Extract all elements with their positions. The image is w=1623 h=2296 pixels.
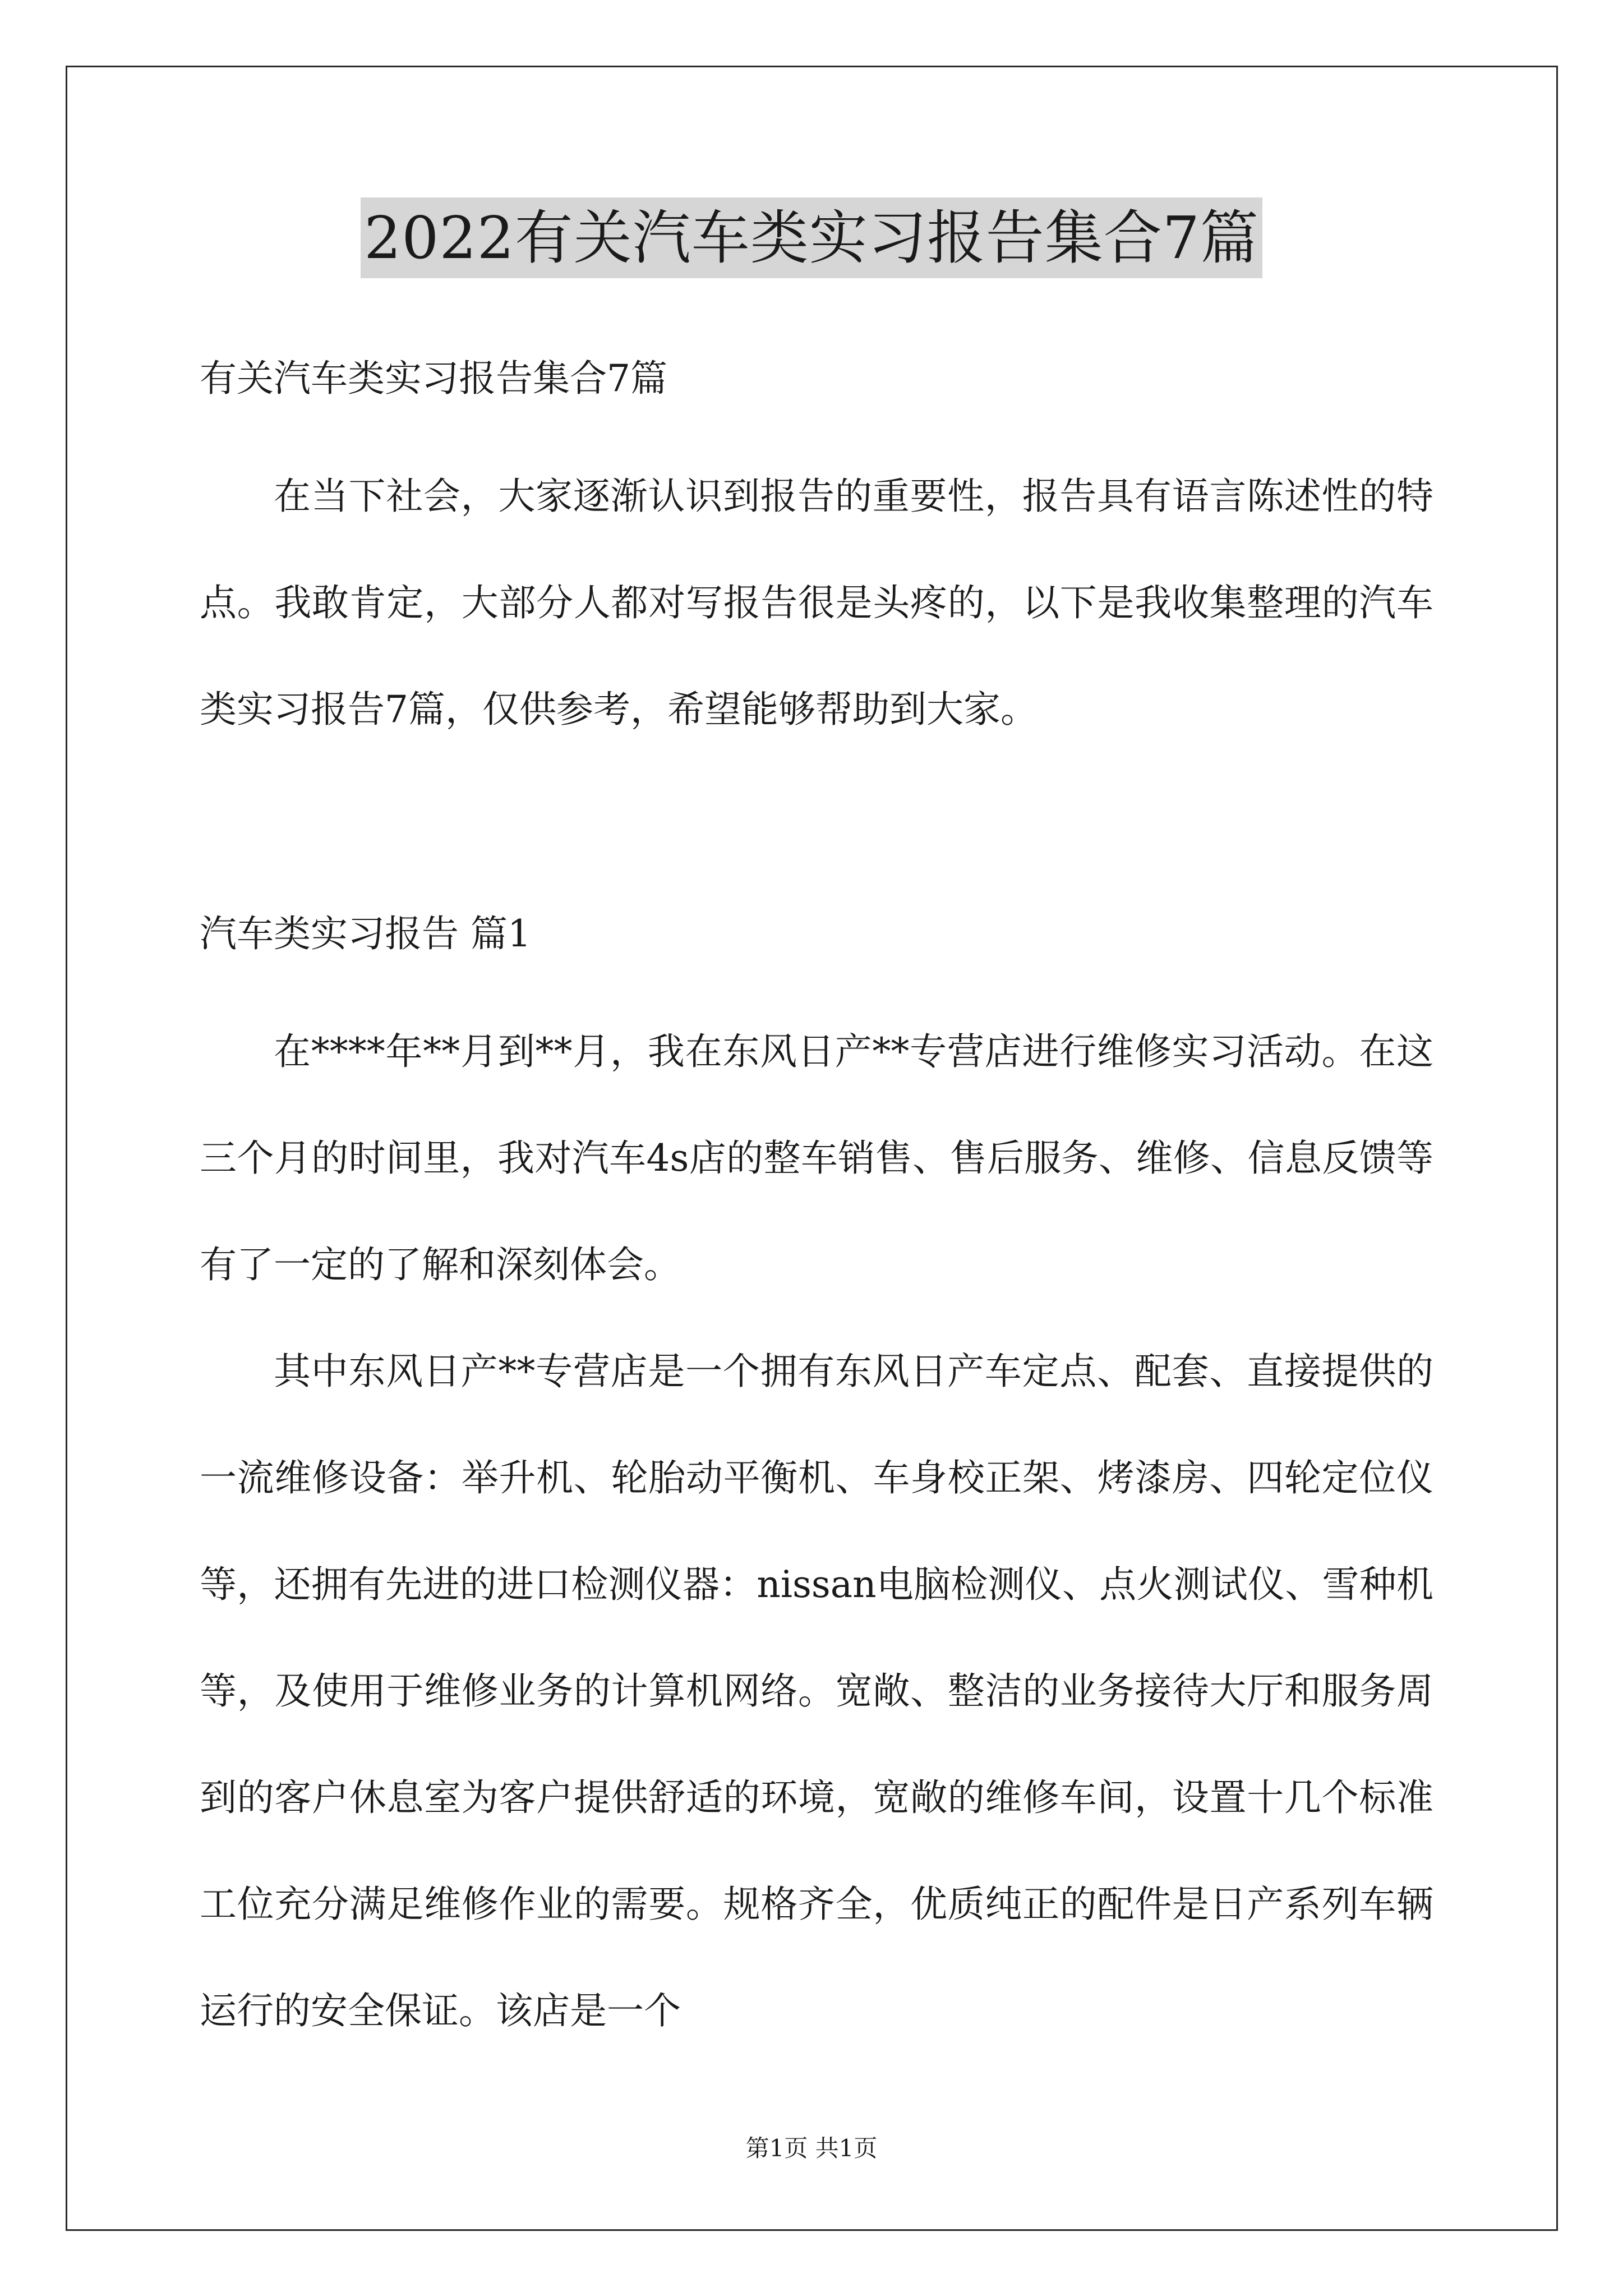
document-title: 2022有关汽车类实习报告集合7篇 [361, 197, 1262, 278]
body-paragraph-1: 在****年**月到**月，我在东风日产**专营店进行维修实习活动。在这三个月的时间里，我对汽车4s店的整车销售、售后服务、维修、信息反馈等有了一定的了解和深刻体会。 [200, 1030, 1433, 1286]
document-subtitle: 有关汽车类实习报告集合7篇 [200, 357, 667, 400]
title-container [0, 197, 1623, 278]
page-footer: 第1页 共1页 [745, 2134, 878, 2162]
section-heading: 汽车类实习报告 篇1 [200, 912, 531, 955]
intro-paragraph: 在当下社会，大家逐渐认识到报告的重要性，报告具有语言陈述性的特点。我敢肯定，大部分人都对写报告很是头疼的，以下是我收集整理的汽车类实习报告7篇，仅供参考，希望能够帮助到大家。 [200, 475, 1433, 731]
body-paragraph-2: 其中东风日产**专营店是一个拥有东风日产车定点、配套、直接提供的一流维修设备：举升机、轮胎动平衡机、车身校正架、烤漆房、四轮定位仪等，还拥有先进的进口检测仪器：nissan电脑检测仪、点火测试仪、雪种机等，及使用于维修业务的计算机网络。宽敞、整洁的业务接待大厅和服务周到的客户休息室为客户提供舒适的环境，宽敞的维修车间，设置十几个标准工位充分满足维修作业的需要。规格齐全，优质纯正的配件是日产系列车辆运行的安全保证。该店是一个 [200, 1350, 1433, 2032]
